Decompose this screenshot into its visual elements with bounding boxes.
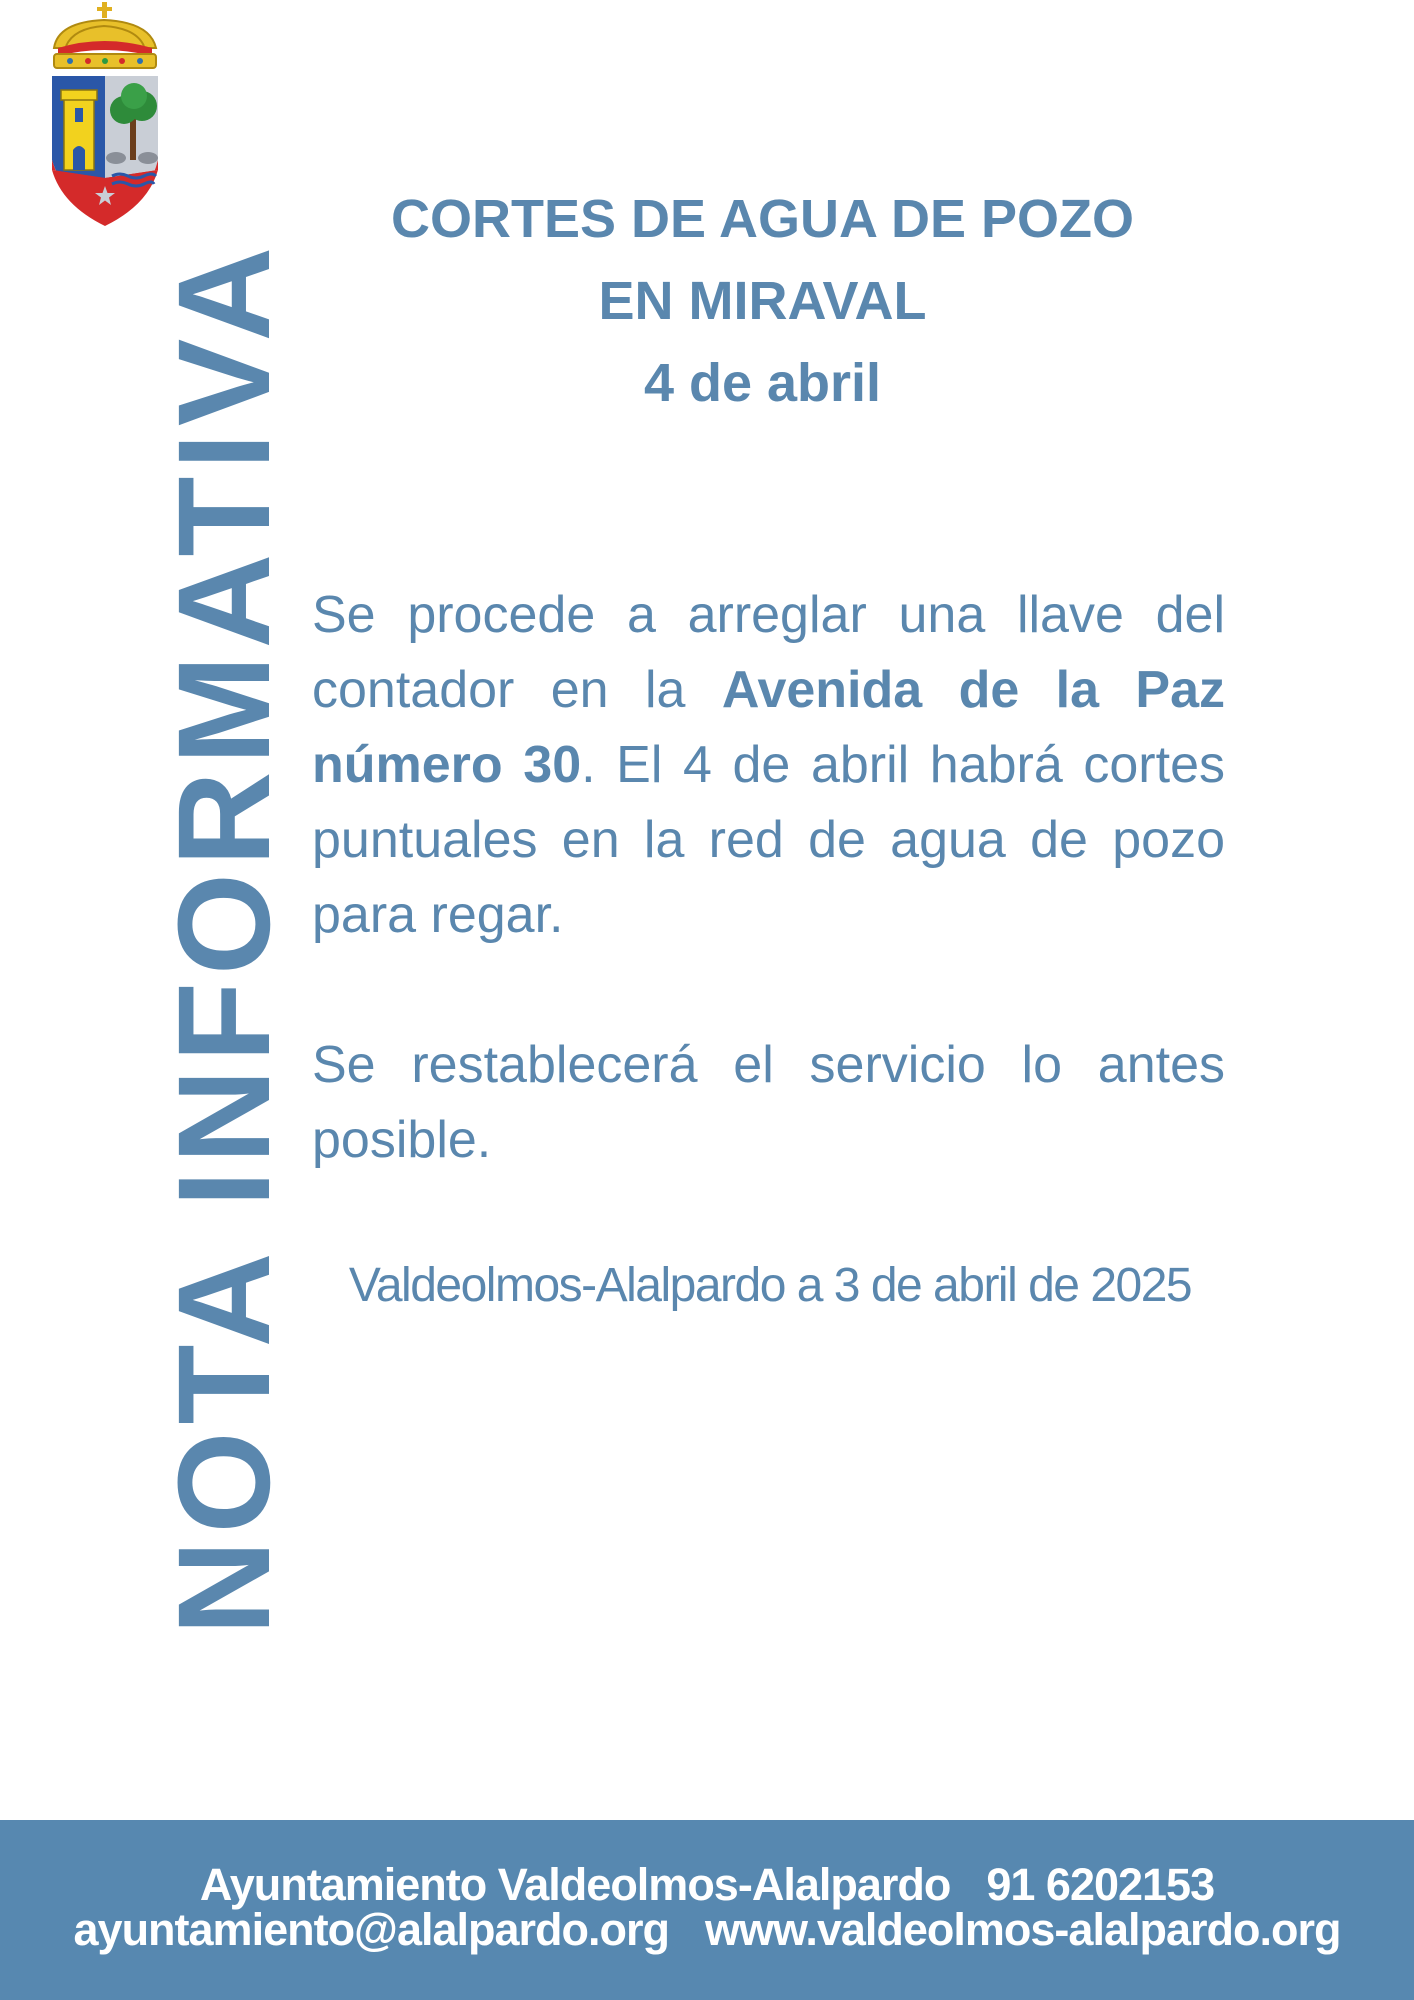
footer-contact-line-1 [0,1860,1414,1910]
coat-of-arms-icon [44,0,166,230]
title-line-1: CORTES DE AGUA DE POZO [390,189,1135,249]
footer-email-link[interactable]: ayuntamiento@alalpardo.org [73,1904,669,1955]
paragraph-1-text-start: Se procede a arreglar una llave del contador en la [312,586,1225,719]
paragraph-1-text-end: . El 4 de abril habrá cortes puntuales en la red de agua de pozo para regar. [312,736,1225,944]
footer-phone[interactable]: 91 6202153 [986,1859,1215,1910]
notice-paragraph-1 [312,578,1225,953]
footer-organization: Ayuntamiento Valdeolmos-Alalpardo [199,1859,951,1910]
side-title-nota-informativa: NOTA INFORMATIVA [150,239,297,1635]
footer-contact-line-2 [0,1905,1414,1955]
title-date: 4 de abril [643,353,882,413]
notice-paragraph-2: Se restablecerá el servicio lo antes posible. [312,1036,1225,1169]
place-and-date: Valdeolmos-Alalpardo a 3 de abril de 2025 [348,1259,1192,1312]
address-highlight: Avenida de la Paz número 30 [312,661,1225,794]
notice-title [300,178,1225,424]
title-line-2: EN MIRAVAL [598,271,927,331]
footer-website-link[interactable]: www.valdeolmos-alalpardo.org [705,1904,1341,1955]
